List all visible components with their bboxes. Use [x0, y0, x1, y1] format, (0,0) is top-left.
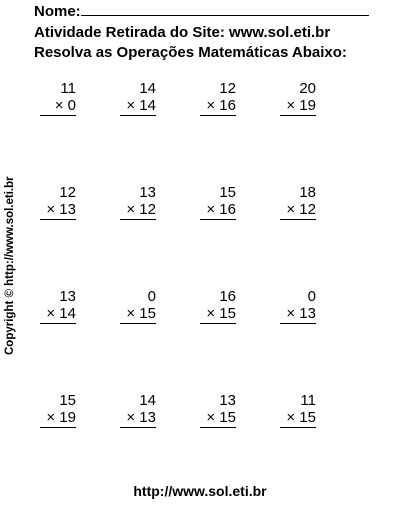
problem-grid: [40, 80, 360, 496]
problem-16: [280, 392, 316, 496]
problem-multiplier: × 15: [120, 305, 156, 324]
problem-top-number: 13: [59, 288, 76, 305]
problem-10: [120, 288, 156, 392]
problem-9: [40, 288, 76, 392]
problem-multiplier: × 16: [200, 201, 236, 220]
problem-top-number: 15: [219, 184, 236, 201]
problem-top-number: 16: [219, 288, 236, 305]
name-field-line: [34, 1, 369, 20]
footer-url: http://www.sol.eti.br: [133, 483, 267, 499]
problem-multiplier: × 19: [40, 409, 76, 428]
problem-7: [200, 184, 236, 288]
problem-top-number: 13: [139, 184, 156, 201]
problem-multiplier: × 13: [280, 305, 316, 324]
problem-4: [280, 80, 316, 184]
problem-1: [40, 80, 76, 184]
name-label: Nome:: [34, 3, 81, 20]
problem-3: [200, 80, 236, 184]
problem-6: [120, 184, 156, 288]
problem-top-number: 12: [219, 80, 236, 97]
problem-top-number: 14: [139, 392, 156, 409]
problem-5: [40, 184, 76, 288]
problem-top-number: 15: [59, 392, 76, 409]
problem-multiplier: × 12: [120, 201, 156, 220]
problem-2: [120, 80, 156, 184]
problem-top-number: 20: [299, 80, 316, 97]
problem-multiplier: × 15: [280, 409, 316, 428]
problem-multiplier: × 0: [40, 97, 76, 116]
name-blank-underline[interactable]: [81, 1, 369, 16]
problem-top-number: 12: [59, 184, 76, 201]
problem-top-number: 11: [60, 80, 76, 97]
problem-top-number: 13: [219, 392, 236, 409]
problem-multiplier: × 13: [40, 201, 76, 220]
problem-14: [120, 392, 156, 496]
site-attribution: Atividade Retirada do Site: www.sol.eti.br: [34, 24, 331, 41]
problem-multiplier: × 19: [280, 97, 316, 116]
problem-multiplier: × 15: [200, 409, 236, 428]
problem-8: [280, 184, 316, 288]
problem-top-number: 14: [139, 80, 156, 97]
side-copyright: Copyright © http://www.sol.eti.br: [4, 176, 16, 355]
problem-multiplier: × 13: [120, 409, 156, 428]
problem-multiplier: × 14: [120, 97, 156, 116]
problem-top-number: 18: [299, 184, 316, 201]
problem-multiplier: × 14: [40, 305, 76, 324]
problem-top-number: 0: [307, 288, 316, 305]
problem-top-number: 0: [147, 288, 156, 305]
instruction-text: Resolva as Operações Matemáticas Abaixo:: [34, 44, 347, 61]
problem-multiplier: × 15: [200, 305, 236, 324]
problem-11: [200, 288, 236, 392]
problem-multiplier: × 16: [200, 97, 236, 116]
problem-top-number: 11: [300, 392, 316, 409]
problem-12: [280, 288, 316, 392]
problem-13: [40, 392, 76, 496]
problem-15: [200, 392, 236, 496]
problem-multiplier: × 12: [280, 201, 316, 220]
